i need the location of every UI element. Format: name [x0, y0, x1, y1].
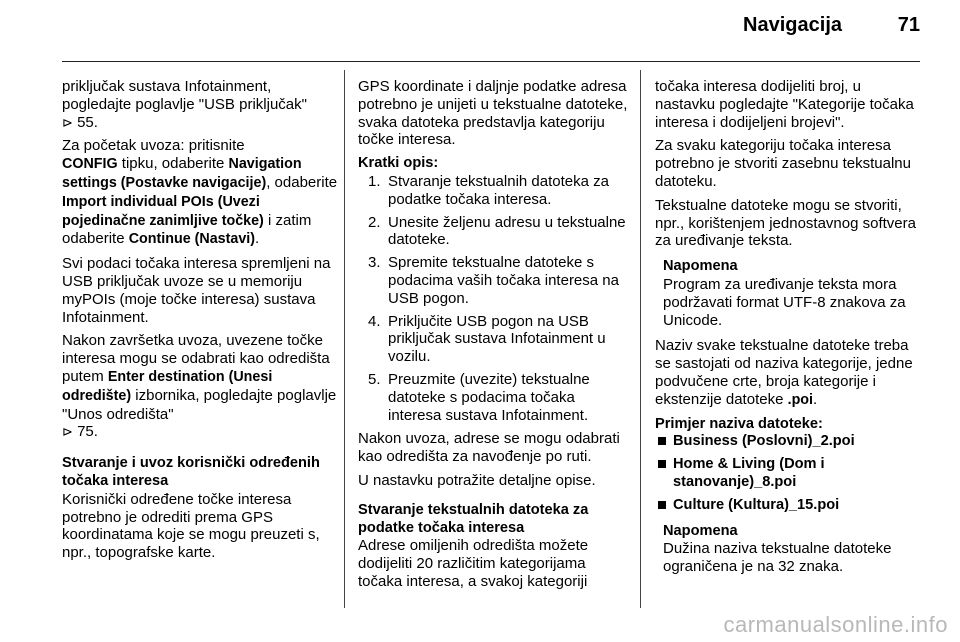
- page-title: Navigacija: [743, 14, 842, 36]
- section-heading: Stvaranje i uvoz korisnički određenih točaka interesa: [62, 455, 320, 489]
- section-heading: Stvaranje tekstualnih datoteka za podatke točaka interesa: [358, 501, 589, 536]
- list-item: 5. Preuzmite (uvezite) tekstualne datoteke s podacima točaka interesa sustava Infotainment.: [368, 370, 590, 424]
- page-reference-icon: ⊳: [62, 424, 73, 440]
- page-reference[interactable]: 55.: [77, 113, 98, 131]
- column-2: [358, 78, 628, 597]
- file-extension: .poi: [787, 391, 814, 408]
- example-label: Primjer naziva datoteke:: [655, 415, 823, 432]
- square-bullet-icon: [658, 501, 666, 509]
- paragraph: Nakon uvoza, adrese se mogu odabrati kao odredišta za navođenje po ruti.: [358, 430, 620, 466]
- paragraph: točaka interesa dodijeliti broj, u nastavku pogledajte "Kategorije točaka interesa i dodijeljeni brojevi".: [655, 78, 914, 131]
- paragraph: Naziv svake tekstualne datoteke treba se sastojati od naziva kategorije, jedne podvučene crte, broja kategorije i ekstenzije datoteke .poi.: [655, 337, 913, 408]
- column-divider-2: [640, 70, 641, 608]
- list-item: Business (Poslovni)_2.poi: [655, 433, 925, 451]
- square-bullet-icon: [658, 437, 666, 445]
- paragraph: priključak sustava Infotainment, pogledajte poglavlje "USB priključak" ⊳ 55.: [62, 78, 307, 131]
- menu-item-continue: Continue (Nastavi): [128, 231, 256, 248]
- square-bullet-icon: [658, 460, 666, 468]
- paragraph: Za početak uvoza: pritisnite CONFIG tipku, odaberite Navigation settings (Postavke navigacije), odaberite Import individual POIs (Uvezi pojedinačne zanimljive točke) i zatim odaberite Continue (Nastavi).: [62, 137, 338, 248]
- config-button-ref: CONFIG: [62, 156, 118, 173]
- page-header: [0, 0, 960, 62]
- paragraph: Tekstualne datoteke mogu se stvoriti, npr., korištenjem jednostavnog softvera za uređivanje teksta.: [655, 196, 916, 250]
- note-box: [655, 523, 925, 576]
- watermark: carmanualsonline.info: [723, 612, 948, 637]
- column-divider-1: [344, 70, 345, 608]
- paragraph: Nakon završetka uvoza, uvezene točke interesa mogu se odabrati kao odredišta putem Enter destination (Unesi odredište) izbornika, pogledajte poglavlje "Unos odredišta" ⊳ 75.: [62, 332, 337, 441]
- menu-item-navigation-settings: Navigation settings (Postavke navigacije): [62, 156, 302, 191]
- paragraph: GPS koordinate i daljnje podatke adresa potrebno je unijeti u tekstualne datoteke, svaka datoteka predstavlja kategoriju točke interesa.: [358, 78, 628, 149]
- page-reference[interactable]: 75.: [77, 423, 98, 441]
- summary-label: Kratki opis:: [358, 155, 439, 172]
- paragraph: U nastavku potražite detaljne opise.: [358, 471, 596, 489]
- menu-item-enter-destination: Enter destination (Unesi odredište): [62, 368, 273, 404]
- list-item: 3. Spremite tekstualne datoteke s podacima vaših točaka interesa na USB pogon.: [368, 254, 619, 307]
- note-box: [655, 258, 925, 329]
- page-reference-icon: ⊳: [62, 114, 73, 130]
- note-text: Dužina naziva tekstualne datoteke ograničena je na 32 znaka.: [663, 540, 892, 576]
- list-item: 4. Priključite USB pogon na USB priključak sustava Infotainment u vozilu.: [368, 312, 606, 366]
- list-item: Home & Living (Dom i stanovanje)_8.poi: [655, 456, 925, 492]
- list-item: 1. Stvaranje tekstualnih datoteka za podatke točaka interesa.: [368, 172, 609, 208]
- list-item: 2. Unesite željenu adresu u tekstualne datoteke.: [368, 213, 626, 249]
- note-text: Program za uređivanje teksta mora podržavati format UTF-8 znakova za Unicode.: [663, 275, 906, 329]
- menu-item-import-pois: Import individual POIs (Uvezi pojedinačne zanimljive točke): [62, 193, 264, 229]
- note-heading: Napomena: [663, 258, 738, 275]
- list-item: Culture (Kultura)_15.poi: [655, 497, 925, 515]
- column-3: [655, 78, 925, 584]
- steps-list: [358, 173, 628, 424]
- paragraph: Za svaku kategoriju točaka interesa potrebno je stvoriti zasebnu tekstualnu datoteku.: [655, 137, 911, 190]
- header-divider: [62, 61, 920, 62]
- column-1: [62, 78, 338, 568]
- paragraph: Korisnički određene točke interesa potrebno je odrediti prema GPS koordinatama koje se mogu preuzeti s, npr., topografske karte.: [62, 490, 320, 562]
- example-list: [655, 433, 925, 514]
- paragraph: Svi podaci točaka interesa spremljeni na USB priključak uvoze se u memoriju myPOIs (moje točke interesa) sustava Infotainment.: [62, 255, 331, 326]
- page-number: 71: [897, 14, 920, 36]
- note-heading: Napomena: [663, 522, 738, 539]
- paragraph: Adrese omiljenih odredišta možete dodijeliti 20 različitim kategorijama točaka interesa, a svakoj kategoriji: [358, 537, 589, 590]
